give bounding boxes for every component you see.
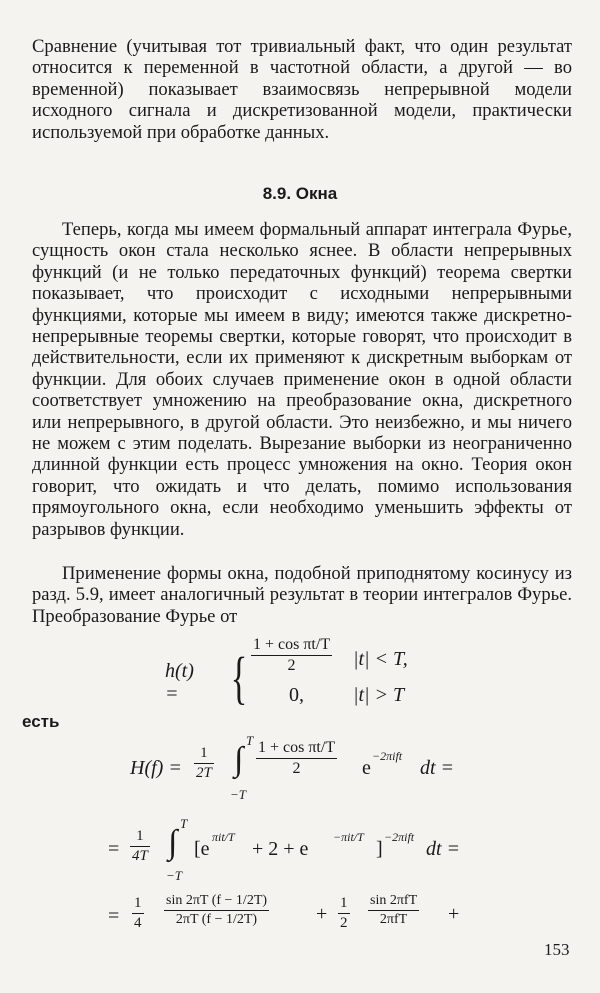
eq1-case2-condition: |t| > T <box>353 684 405 706</box>
intro-paragraph: Сравнение (учитывая тот тривиальный факт, что один результат относится к переменной в частотной области, а другой — во временной) показывает взаимосвязь непрерывной модели исходного сигнала и дискретизованной модели, практически используемой при обработке данных. <box>32 36 572 143</box>
eq2-exp-base: e <box>362 757 371 779</box>
eq3-equals: = <box>108 838 120 860</box>
section-heading: 8.9. Окна <box>262 184 338 203</box>
eq1-case1-fraction: $\frac{\text{1 + cos πt/T}}{2}$ <box>253 636 331 674</box>
eq3-dt: dt = <box>426 838 461 860</box>
eq3-exponent-2: −πit/T <box>333 830 364 844</box>
eq1-case2-value: 0, <box>289 684 304 706</box>
eq4-coefficient-1: $\frac{1}{4}$ <box>134 895 142 931</box>
eq2-upper-limit: T <box>246 733 254 748</box>
eq2-lhs: H(f) = <box>130 757 182 779</box>
integral-sign-icon: ∫ <box>168 824 178 861</box>
eq4-fraction-2: sin 2πfT 2πfT <box>370 893 418 927</box>
eq4-equals: = <box>108 905 120 927</box>
eq2-exponent: −2πift <box>372 749 403 763</box>
eq2-lower-limit: −T <box>230 787 247 802</box>
page-number: 153 <box>544 940 570 959</box>
eq3-bracket-close: ] <box>376 838 383 860</box>
eq3-upper-limit: T <box>180 816 188 831</box>
eq4-plus-1: + <box>316 903 328 925</box>
paragraph-windows-1: Теперь, когда мы имеем формальный аппарат интеграла Фурье, сущность окон стала несколько яснее. В области непрерывных функций (и не только передаточных функций) теорема свертки показывает, что происходит с исходными непрерывными функциями, которые мы имеем в виду; имеются также дискретно-непрерывные теоремы свертки, которые говорят, что происходит в действительности, если их применяют к дискретным выборкам от функции. Для обоих случаев применение окон в одной области соответствует умножению на преобразование окна, дискретного или непрерывного, в другой области. Это неизбежно, и мы ничего не можем с этим поделать. Вырезание выборки из неограниченно длинной функции есть процесс умножения на окно. Теория окон говорит, что ожидать и что делать, помимо использования прямоугольного окна, если необходимо уменьшить эффекты от разрывов функции. <box>32 219 572 540</box>
eq1-lhs: h(t) = <box>165 660 194 705</box>
eq3-exponent-3: −2πift <box>384 830 415 844</box>
integral-sign-icon: ∫ <box>234 741 244 778</box>
word-est: есть <box>22 712 60 731</box>
eq3-term-2: + 2 + e <box>252 838 309 860</box>
eq3-term-1: [e <box>194 838 210 860</box>
paragraph-windows-2: Применение формы окна, подобной приподнятому косинусу из разд. 5.9, имеет аналогичный результат в теории интегралов Фурье. Преобразование Фурье от <box>32 563 572 627</box>
eq4-coefficient-2: $\frac{1}{2}$ <box>340 895 348 931</box>
eq2-dt: dt = <box>420 757 455 779</box>
eq2-coefficient: $\frac{1}{2T}$ <box>196 745 212 781</box>
eq4-fraction-1: $\frac{\sin 2\pi T (f - 1/2T)}{2\pi T (f - 1/2T)}$ <box>166 893 268 927</box>
eq3-coefficient: $\frac{1}{4T}$ <box>132 828 148 864</box>
eq1-case1-condition: |t| < T, <box>353 648 408 670</box>
eq2-fraction: $\frac{\text{1 + cos πt/T}}{2}$ <box>258 739 336 777</box>
eq4-plus-2: + <box>448 903 460 925</box>
eq3-lower-limit: −T <box>166 868 183 883</box>
curly-brace-icon: { <box>230 645 248 710</box>
eq3-exponent-1: πit/T <box>212 830 235 844</box>
